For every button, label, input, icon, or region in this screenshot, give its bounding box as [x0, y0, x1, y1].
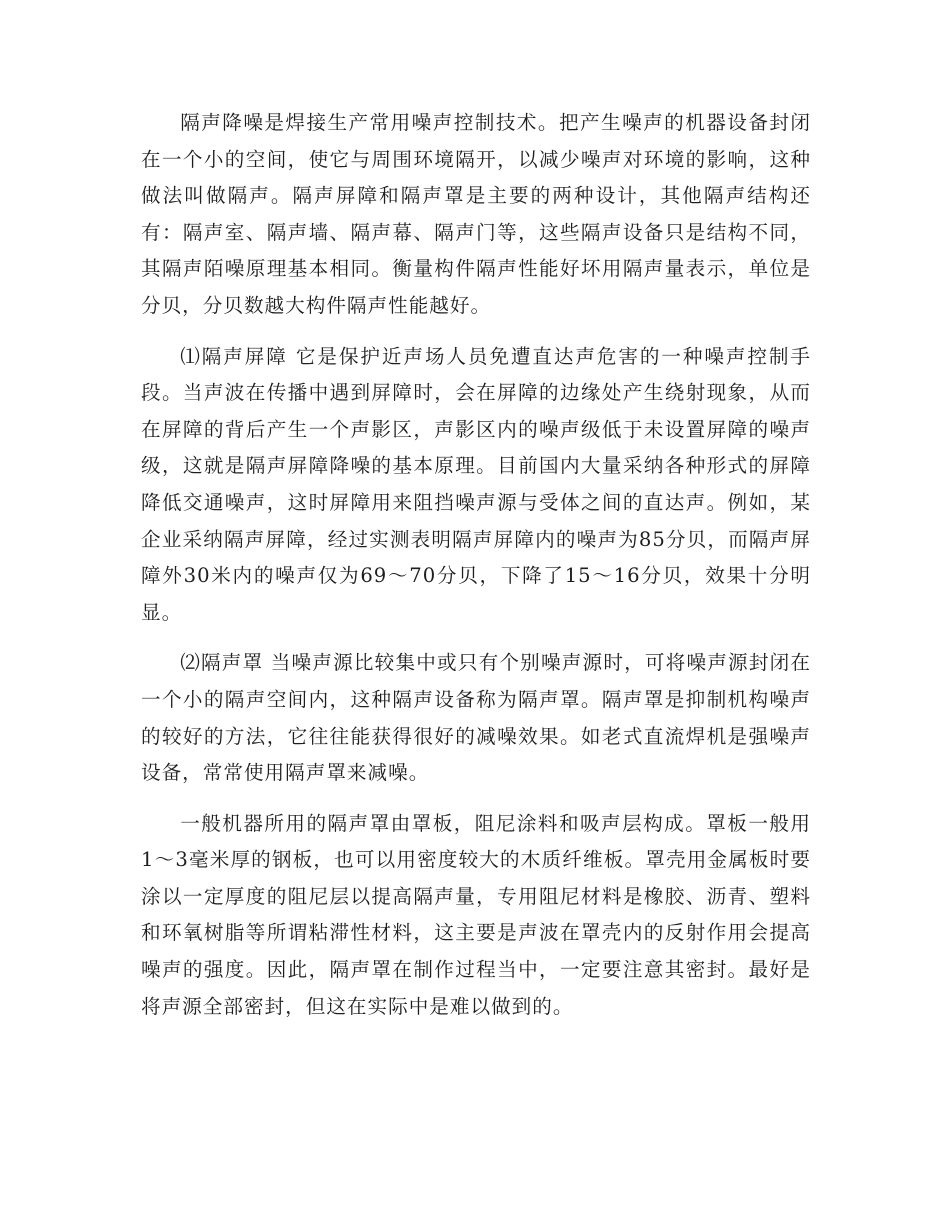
paragraph-sound-barrier: ⑴隔声屏障 它是保护近声场人员免遭直达声危害的一种噪声控制手段。当声波在传播中遇到屏障时，会在屏障的边缘处产生绕射现象，从而在屏障的背后产生一个声影区，声影区内的噪声级低于未设置屏障的噪声级，这就是隔声屏障降噪的基本原理。目前国内大量采纳各种形式的屏障降低交通噪声，这时屏障用来阻挡噪声源与受体之间的直达声。例如，某企业采纳隔声屏障，经过实测表明隔声屏障内的噪声为85分贝，而隔声屏障外30米内的噪声仅为69～70分贝，下降了15～16分贝，效果十分明显。 — [141, 344, 811, 624]
document-body — [141, 105, 811, 1039]
paragraph-sound-enclosure: ⑵隔声罩 当噪声源比较集中或只有个别噪声源时，可将噪声源封闭在一个小的隔声空间内，这种隔声设备称为隔声罩。隔声罩是抑制机构噪声的较好的方法，它往往能获得很好的减噪效果。如老式直流焊机是强噪声设备，常常使用隔声罩来减噪。 — [141, 651, 811, 785]
paragraph-intro: 隔声降噪是焊接生产常用噪声控制技术。把产生噪声的机器设备封闭在一个小的空间，使它与周围环境隔开，以减少噪声对环境的影响，这种做法叫做隔声。隔声屏障和隔声罩是主要的两种设计，其他隔声结构还有：隔声室、隔声墙、隔声幕、隔声门等，这些隔声设备只是结构不同，其隔声陌噪原理基本相同。衡量构件隔声性能好坏用隔声量表示，单位是分贝，分贝数越大构件隔声性能越好。 — [141, 111, 811, 317]
paragraph-enclosure-construction: 一般机器所用的隔声罩由罩板，阻尼涂料和吸声层构成。罩板一般用1～3毫米厚的钢板，也可以用密度较大的木质纤维板。罩壳用金属板时要涂以一定厚度的阻尼层以提高隔声量，专用阻尼材料是橡胶、沥青、塑料和环氧树脂等所谓粘滞性材料，这主要是声波在罩壳内的反射作用会提高噪声的强度。因此，隔声罩在制作过程当中，一定要注意其密封。最好是将声源全部密封，但这在实际中是难以做到的。 — [141, 811, 811, 1018]
